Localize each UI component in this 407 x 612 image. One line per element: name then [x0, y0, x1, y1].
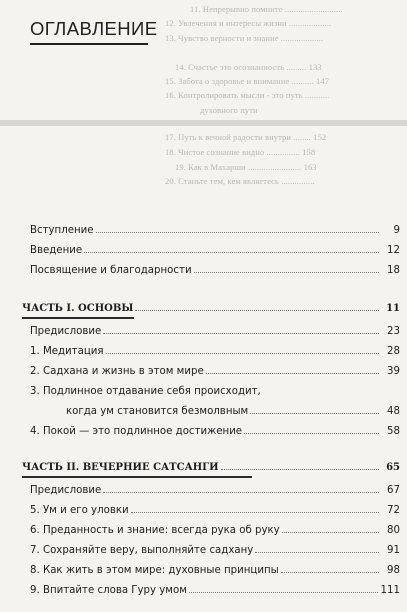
toc-entry-chapter-3[interactable]: 3. Подлинное отдавание себя происходит,	[30, 386, 261, 397]
toc-part-1[interactable]: ЧАСТЬ I. ОСНОВЫ 11	[22, 303, 400, 314]
toc-entry-chapter-8[interactable]: 8. Как жить в этом мире: духовные принципы 98	[30, 565, 400, 576]
toc-entry-preface-1[interactable]: Предисловие 23	[30, 326, 400, 337]
part-2-section	[22, 448, 400, 608]
toc-entry-chapter-5[interactable]: 5. Ум и его уловки 72	[30, 505, 400, 516]
front-matter-section	[22, 206, 400, 280]
bleed-through-text: 11. Непрерывно помните .......................... 12. Увлечения и интересы жизни ................... 13. Чувство верности и знание ................... 14. Счастье это осознанность ......... 133 15. Забота о здоровье и внимание .......... 147 16. Контролировать мысли - это путь ........... духовного пути 17. Путь к вечной радости внутри ........ 152 18. Чистое сознание видно ............... 158 19. Как в Махарши ........................ 163 20. Станьте тем, кем являетесь ...............	[0, 0, 407, 200]
toc-part-2[interactable]: ЧАСТЬ II. ВЕЧЕРНИЕ САТСАНГИ 65	[22, 462, 400, 473]
toc-entry-chapter-1[interactable]: 1. Медитация 28	[30, 346, 400, 357]
toc-entry-chapter-7[interactable]: 7. Сохраняйте веру, выполняйте садхану 91	[30, 545, 400, 556]
toc-entry-chapter-3-cont[interactable]: когда ум становится безмолвным 48	[66, 406, 400, 417]
toc-entry-introduction[interactable]: Введение 12	[30, 245, 400, 256]
toc-entry-chapter-4[interactable]: 4. Покой — это подлинное достижение 58	[30, 426, 400, 437]
part-1-section	[22, 288, 400, 438]
toc-entry-dedication[interactable]: Посвящение и благодарности 18	[30, 265, 400, 276]
page-title: ОГЛАВЛЕНИЕ	[30, 18, 158, 39]
toc-entry-chapter-9[interactable]: 9. Впитайте слова Гуру умом 111	[30, 585, 400, 596]
toc-entry-chapter-2[interactable]: 2. Садхана и жизнь в этом мире 39	[30, 366, 400, 377]
title-underline	[30, 43, 148, 45]
toc-entry-preface-2[interactable]: Предисловие 67	[30, 485, 400, 496]
toc-entry-intro[interactable]: Вступление 9	[30, 225, 400, 236]
toc-entry-chapter-6[interactable]: 6. Преданность и знание: всегда рука об руку 80	[30, 525, 400, 536]
